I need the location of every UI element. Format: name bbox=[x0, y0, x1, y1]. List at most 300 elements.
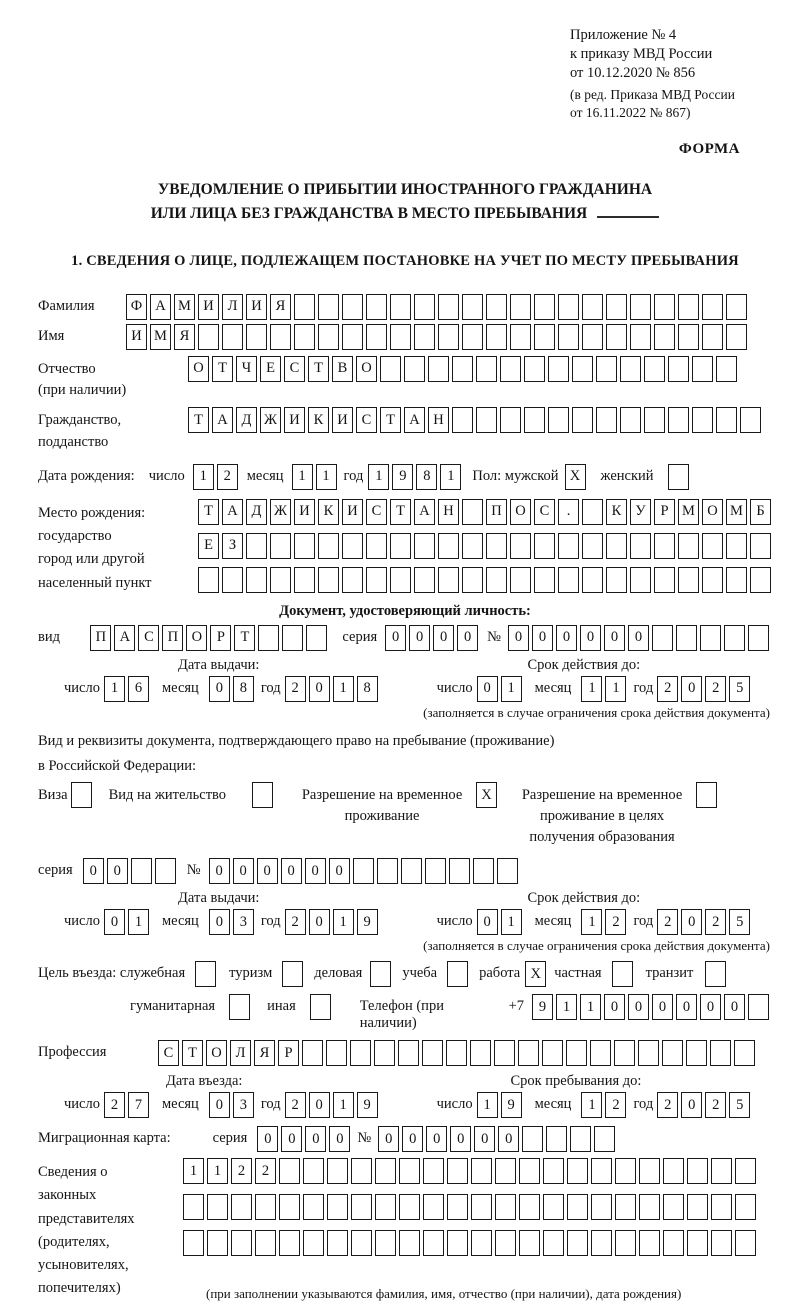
form-cell[interactable] bbox=[462, 499, 483, 525]
form-cell[interactable]: Ж bbox=[260, 407, 281, 433]
form-cell[interactable] bbox=[438, 324, 459, 350]
form-cell[interactable] bbox=[534, 567, 555, 593]
form-cell[interactable]: С bbox=[158, 1040, 179, 1066]
form-cell[interactable] bbox=[470, 1040, 491, 1066]
form-cell[interactable] bbox=[687, 1194, 708, 1220]
form-cell[interactable] bbox=[676, 625, 697, 651]
form-cell[interactable] bbox=[279, 1194, 300, 1220]
form-cell[interactable]: 8 bbox=[357, 676, 378, 702]
form-cell[interactable] bbox=[558, 533, 579, 559]
form-cell[interactable] bbox=[282, 961, 303, 987]
form-cell[interactable]: И bbox=[294, 499, 315, 525]
form-cell[interactable] bbox=[591, 1230, 612, 1256]
form-cell[interactable] bbox=[615, 1230, 636, 1256]
form-cell[interactable]: Л bbox=[230, 1040, 251, 1066]
form-cell[interactable] bbox=[303, 1230, 324, 1256]
form-cell[interactable]: С bbox=[534, 499, 555, 525]
form-cell[interactable] bbox=[566, 1040, 587, 1066]
form-cell[interactable]: 0 bbox=[409, 625, 430, 651]
form-cell[interactable] bbox=[318, 324, 339, 350]
form-cell[interactable] bbox=[518, 1040, 539, 1066]
form-cell[interactable] bbox=[590, 1040, 611, 1066]
form-cell[interactable] bbox=[612, 961, 633, 987]
form-cell[interactable] bbox=[734, 1040, 755, 1066]
form-cell[interactable] bbox=[342, 294, 363, 320]
form-cell[interactable]: 1 bbox=[501, 909, 522, 935]
form-cell[interactable] bbox=[462, 294, 483, 320]
form-cell[interactable] bbox=[534, 294, 555, 320]
form-cell[interactable]: 0 bbox=[681, 909, 702, 935]
form-cell[interactable] bbox=[390, 567, 411, 593]
form-cell[interactable] bbox=[366, 567, 387, 593]
form-cell[interactable] bbox=[524, 356, 545, 382]
form-cell[interactable] bbox=[606, 567, 627, 593]
form-cell[interactable] bbox=[270, 533, 291, 559]
form-cell[interactable] bbox=[495, 1194, 516, 1220]
form-cell[interactable]: 0 bbox=[724, 994, 745, 1020]
form-cell[interactable] bbox=[692, 407, 713, 433]
form-cell[interactable] bbox=[630, 533, 651, 559]
form-cell[interactable]: 2 bbox=[285, 1092, 306, 1118]
form-cell[interactable]: 2 bbox=[217, 464, 238, 490]
form-cell[interactable] bbox=[255, 1194, 276, 1220]
form-cell[interactable]: 9 bbox=[357, 909, 378, 935]
form-cell[interactable] bbox=[207, 1194, 228, 1220]
form-cell[interactable] bbox=[678, 294, 699, 320]
form-cell[interactable]: А bbox=[222, 499, 243, 525]
form-cell[interactable] bbox=[500, 407, 521, 433]
form-cell[interactable] bbox=[258, 625, 279, 651]
form-cell[interactable] bbox=[404, 356, 425, 382]
form-cell[interactable]: 1 bbox=[581, 1092, 602, 1118]
form-cell[interactable]: 1 bbox=[581, 909, 602, 935]
form-cell[interactable] bbox=[638, 1040, 659, 1066]
form-cell[interactable] bbox=[462, 567, 483, 593]
form-cell[interactable] bbox=[615, 1194, 636, 1220]
form-cell[interactable]: 0 bbox=[233, 858, 254, 884]
form-cell[interactable] bbox=[447, 961, 468, 987]
form-cell[interactable] bbox=[447, 1194, 468, 1220]
form-cell[interactable] bbox=[399, 1230, 420, 1256]
form-cell[interactable]: 2 bbox=[605, 909, 626, 935]
form-cell[interactable] bbox=[390, 533, 411, 559]
form-cell[interactable]: И bbox=[126, 324, 147, 350]
form-cell[interactable] bbox=[570, 1126, 591, 1152]
form-cell[interactable] bbox=[524, 407, 545, 433]
form-cell[interactable]: М bbox=[174, 294, 195, 320]
form-cell[interactable] bbox=[350, 1040, 371, 1066]
form-cell[interactable] bbox=[351, 1194, 372, 1220]
form-cell[interactable]: Ж bbox=[270, 499, 291, 525]
form-cell[interactable] bbox=[207, 1230, 228, 1256]
form-cell[interactable] bbox=[711, 1158, 732, 1184]
form-cell[interactable]: Я bbox=[254, 1040, 275, 1066]
form-cell[interactable] bbox=[471, 1158, 492, 1184]
form-cell[interactable]: 0 bbox=[676, 994, 697, 1020]
form-cell[interactable]: У bbox=[630, 499, 651, 525]
form-cell[interactable] bbox=[270, 567, 291, 593]
form-cell[interactable] bbox=[183, 1230, 204, 1256]
form-cell[interactable]: 0 bbox=[532, 625, 553, 651]
form-cell[interactable]: 0 bbox=[257, 858, 278, 884]
form-cell[interactable]: О bbox=[188, 356, 209, 382]
form-cell[interactable] bbox=[519, 1194, 540, 1220]
form-cell[interactable]: X bbox=[476, 782, 497, 808]
form-cell[interactable]: 9 bbox=[357, 1092, 378, 1118]
form-cell[interactable] bbox=[711, 1230, 732, 1256]
form-cell[interactable]: Т bbox=[380, 407, 401, 433]
form-cell[interactable] bbox=[510, 294, 531, 320]
form-cell[interactable] bbox=[375, 1230, 396, 1256]
form-cell[interactable]: Н bbox=[428, 407, 449, 433]
form-cell[interactable] bbox=[71, 782, 92, 808]
form-cell[interactable] bbox=[548, 407, 569, 433]
form-cell[interactable] bbox=[486, 324, 507, 350]
form-cell[interactable] bbox=[702, 567, 723, 593]
form-cell[interactable] bbox=[294, 324, 315, 350]
form-cell[interactable] bbox=[294, 294, 315, 320]
form-cell[interactable] bbox=[246, 567, 267, 593]
form-cell[interactable]: 5 bbox=[729, 909, 750, 935]
form-cell[interactable] bbox=[546, 1126, 567, 1152]
form-cell[interactable]: С bbox=[356, 407, 377, 433]
form-cell[interactable] bbox=[735, 1230, 756, 1256]
form-cell[interactable] bbox=[422, 1040, 443, 1066]
form-cell[interactable] bbox=[462, 324, 483, 350]
form-cell[interactable]: 0 bbox=[309, 676, 330, 702]
form-cell[interactable]: И bbox=[246, 294, 267, 320]
form-cell[interactable]: 1 bbox=[333, 1092, 354, 1118]
form-cell[interactable] bbox=[678, 567, 699, 593]
form-cell[interactable]: П bbox=[90, 625, 111, 651]
form-cell[interactable] bbox=[534, 533, 555, 559]
form-cell[interactable]: Я bbox=[270, 294, 291, 320]
form-cell[interactable] bbox=[423, 1230, 444, 1256]
form-cell[interactable]: О bbox=[356, 356, 377, 382]
form-cell[interactable] bbox=[606, 324, 627, 350]
form-cell[interactable] bbox=[668, 356, 689, 382]
form-cell[interactable] bbox=[748, 994, 769, 1020]
form-cell[interactable]: Т bbox=[212, 356, 233, 382]
form-cell[interactable] bbox=[639, 1194, 660, 1220]
form-cell[interactable] bbox=[452, 407, 473, 433]
form-cell[interactable]: 1 bbox=[501, 676, 522, 702]
form-cell[interactable] bbox=[654, 324, 675, 350]
form-cell[interactable] bbox=[306, 625, 327, 651]
form-cell[interactable] bbox=[380, 356, 401, 382]
form-cell[interactable] bbox=[711, 1194, 732, 1220]
form-cell[interactable]: И bbox=[332, 407, 353, 433]
form-cell[interactable] bbox=[620, 356, 641, 382]
form-cell[interactable]: 0 bbox=[402, 1126, 423, 1152]
form-cell[interactable]: Д bbox=[246, 499, 267, 525]
form-cell[interactable]: 0 bbox=[309, 909, 330, 935]
form-cell[interactable] bbox=[510, 567, 531, 593]
form-cell[interactable] bbox=[652, 625, 673, 651]
form-cell[interactable]: 0 bbox=[83, 858, 104, 884]
form-cell[interactable] bbox=[644, 356, 665, 382]
form-cell[interactable] bbox=[654, 533, 675, 559]
form-cell[interactable]: Т bbox=[390, 499, 411, 525]
form-cell[interactable] bbox=[735, 1194, 756, 1220]
form-cell[interactable] bbox=[438, 533, 459, 559]
form-cell[interactable]: 1 bbox=[605, 676, 626, 702]
form-cell[interactable] bbox=[519, 1158, 540, 1184]
form-cell[interactable]: Ф bbox=[126, 294, 147, 320]
form-cell[interactable]: 3 bbox=[233, 1092, 254, 1118]
form-cell[interactable] bbox=[414, 324, 435, 350]
form-cell[interactable] bbox=[686, 1040, 707, 1066]
form-cell[interactable] bbox=[663, 1194, 684, 1220]
form-cell[interactable]: 2 bbox=[705, 909, 726, 935]
form-cell[interactable] bbox=[558, 324, 579, 350]
form-cell[interactable]: П bbox=[162, 625, 183, 651]
form-cell[interactable] bbox=[246, 324, 267, 350]
form-cell[interactable] bbox=[543, 1230, 564, 1256]
form-cell[interactable] bbox=[449, 858, 470, 884]
form-cell[interactable] bbox=[522, 1126, 543, 1152]
form-cell[interactable]: 1 bbox=[183, 1158, 204, 1184]
form-cell[interactable] bbox=[447, 1158, 468, 1184]
form-cell[interactable] bbox=[183, 1194, 204, 1220]
form-cell[interactable]: X bbox=[565, 464, 586, 490]
form-cell[interactable] bbox=[476, 407, 497, 433]
form-cell[interactable] bbox=[155, 858, 176, 884]
form-cell[interactable]: Д bbox=[236, 407, 257, 433]
form-cell[interactable] bbox=[687, 1230, 708, 1256]
form-cell[interactable]: А bbox=[114, 625, 135, 651]
form-cell[interactable]: Н bbox=[438, 499, 459, 525]
form-cell[interactable] bbox=[318, 294, 339, 320]
form-cell[interactable]: 2 bbox=[285, 676, 306, 702]
form-cell[interactable] bbox=[370, 961, 391, 987]
form-cell[interactable]: 0 bbox=[580, 625, 601, 651]
form-cell[interactable] bbox=[318, 533, 339, 559]
form-cell[interactable] bbox=[452, 356, 473, 382]
form-cell[interactable]: 1 bbox=[440, 464, 461, 490]
form-cell[interactable]: 0 bbox=[309, 1092, 330, 1118]
form-cell[interactable] bbox=[654, 294, 675, 320]
form-cell[interactable]: 0 bbox=[450, 1126, 471, 1152]
form-cell[interactable] bbox=[591, 1158, 612, 1184]
form-cell[interactable] bbox=[446, 1040, 467, 1066]
form-cell[interactable]: И bbox=[198, 294, 219, 320]
form-cell[interactable]: 0 bbox=[104, 909, 125, 935]
form-cell[interactable]: Я bbox=[174, 324, 195, 350]
form-cell[interactable] bbox=[702, 294, 723, 320]
form-cell[interactable] bbox=[447, 1230, 468, 1256]
form-cell[interactable]: К bbox=[318, 499, 339, 525]
form-cell[interactable] bbox=[438, 294, 459, 320]
form-cell[interactable] bbox=[342, 567, 363, 593]
form-cell[interactable] bbox=[567, 1230, 588, 1256]
form-cell[interactable] bbox=[473, 858, 494, 884]
form-cell[interactable] bbox=[303, 1194, 324, 1220]
form-cell[interactable] bbox=[231, 1230, 252, 1256]
form-cell[interactable] bbox=[724, 625, 745, 651]
form-cell[interactable] bbox=[486, 294, 507, 320]
form-cell[interactable] bbox=[366, 324, 387, 350]
form-cell[interactable]: К bbox=[308, 407, 329, 433]
form-cell[interactable]: М bbox=[726, 499, 747, 525]
form-cell[interactable]: 2 bbox=[657, 909, 678, 935]
form-cell[interactable] bbox=[246, 533, 267, 559]
form-cell[interactable]: Р bbox=[210, 625, 231, 651]
form-cell[interactable] bbox=[198, 567, 219, 593]
form-cell[interactable] bbox=[294, 567, 315, 593]
form-cell[interactable]: 0 bbox=[281, 858, 302, 884]
form-cell[interactable] bbox=[353, 858, 374, 884]
form-cell[interactable]: 1 bbox=[316, 464, 337, 490]
form-cell[interactable]: 0 bbox=[378, 1126, 399, 1152]
form-cell[interactable] bbox=[414, 294, 435, 320]
form-cell[interactable] bbox=[591, 1194, 612, 1220]
form-cell[interactable]: 0 bbox=[556, 625, 577, 651]
form-cell[interactable] bbox=[282, 625, 303, 651]
form-cell[interactable] bbox=[428, 356, 449, 382]
form-cell[interactable] bbox=[615, 1158, 636, 1184]
form-cell[interactable] bbox=[567, 1158, 588, 1184]
form-cell[interactable] bbox=[500, 356, 521, 382]
form-cell[interactable] bbox=[222, 567, 243, 593]
form-cell[interactable] bbox=[702, 324, 723, 350]
form-cell[interactable]: 0 bbox=[305, 858, 326, 884]
form-cell[interactable]: 0 bbox=[305, 1126, 326, 1152]
form-cell[interactable] bbox=[222, 324, 243, 350]
form-cell[interactable] bbox=[229, 994, 250, 1020]
form-cell[interactable] bbox=[390, 294, 411, 320]
form-cell[interactable]: 1 bbox=[581, 676, 602, 702]
form-cell[interactable] bbox=[639, 1158, 660, 1184]
form-cell[interactable]: 0 bbox=[107, 858, 128, 884]
form-cell[interactable] bbox=[705, 961, 726, 987]
form-cell[interactable]: С bbox=[138, 625, 159, 651]
form-cell[interactable]: 0 bbox=[329, 1126, 350, 1152]
form-cell[interactable] bbox=[534, 324, 555, 350]
form-cell[interactable] bbox=[702, 533, 723, 559]
form-cell[interactable] bbox=[279, 1158, 300, 1184]
form-cell[interactable] bbox=[366, 533, 387, 559]
form-cell[interactable] bbox=[425, 858, 446, 884]
form-cell[interactable] bbox=[302, 1040, 323, 1066]
form-cell[interactable]: 1 bbox=[333, 909, 354, 935]
form-cell[interactable] bbox=[131, 858, 152, 884]
form-cell[interactable]: 8 bbox=[233, 676, 254, 702]
form-cell[interactable]: 8 bbox=[416, 464, 437, 490]
form-cell[interactable] bbox=[471, 1230, 492, 1256]
form-cell[interactable] bbox=[401, 858, 422, 884]
form-cell[interactable]: 0 bbox=[628, 994, 649, 1020]
form-cell[interactable] bbox=[462, 533, 483, 559]
form-cell[interactable]: 0 bbox=[209, 858, 230, 884]
form-cell[interactable] bbox=[543, 1194, 564, 1220]
form-cell[interactable] bbox=[198, 324, 219, 350]
form-cell[interactable]: 1 bbox=[333, 676, 354, 702]
form-cell[interactable]: 2 bbox=[285, 909, 306, 935]
form-cell[interactable] bbox=[558, 567, 579, 593]
form-cell[interactable]: И bbox=[284, 407, 305, 433]
form-cell[interactable] bbox=[678, 324, 699, 350]
form-cell[interactable] bbox=[510, 533, 531, 559]
form-cell[interactable]: 0 bbox=[209, 909, 230, 935]
form-cell[interactable]: . bbox=[558, 499, 579, 525]
form-cell[interactable] bbox=[486, 567, 507, 593]
form-cell[interactable]: 6 bbox=[128, 676, 149, 702]
form-cell[interactable] bbox=[495, 1158, 516, 1184]
form-cell[interactable] bbox=[390, 324, 411, 350]
form-cell[interactable]: 0 bbox=[385, 625, 406, 651]
form-cell[interactable] bbox=[399, 1158, 420, 1184]
form-cell[interactable] bbox=[596, 407, 617, 433]
form-cell[interactable]: О bbox=[186, 625, 207, 651]
form-cell[interactable] bbox=[318, 567, 339, 593]
form-cell[interactable]: Б bbox=[750, 499, 771, 525]
form-cell[interactable]: 0 bbox=[209, 1092, 230, 1118]
form-cell[interactable]: 1 bbox=[580, 994, 601, 1020]
form-cell[interactable] bbox=[351, 1230, 372, 1256]
form-cell[interactable] bbox=[375, 1158, 396, 1184]
form-cell[interactable] bbox=[423, 1158, 444, 1184]
form-cell[interactable]: 0 bbox=[257, 1126, 278, 1152]
form-cell[interactable]: 2 bbox=[705, 676, 726, 702]
form-cell[interactable] bbox=[303, 1158, 324, 1184]
form-cell[interactable] bbox=[678, 533, 699, 559]
form-cell[interactable]: К bbox=[606, 499, 627, 525]
form-cell[interactable] bbox=[716, 356, 737, 382]
form-cell[interactable]: Т bbox=[234, 625, 255, 651]
form-cell[interactable]: М bbox=[678, 499, 699, 525]
form-cell[interactable]: 0 bbox=[681, 676, 702, 702]
form-cell[interactable] bbox=[497, 858, 518, 884]
form-cell[interactable]: 0 bbox=[604, 625, 625, 651]
form-cell[interactable]: 2 bbox=[657, 1092, 678, 1118]
form-cell[interactable] bbox=[696, 782, 717, 808]
form-cell[interactable] bbox=[582, 567, 603, 593]
form-cell[interactable]: 0 bbox=[604, 994, 625, 1020]
form-cell[interactable]: 0 bbox=[498, 1126, 519, 1152]
form-cell[interactable]: 0 bbox=[209, 676, 230, 702]
form-cell[interactable] bbox=[377, 858, 398, 884]
form-cell[interactable]: Е bbox=[260, 356, 281, 382]
form-cell[interactable]: 1 bbox=[477, 1092, 498, 1118]
form-cell[interactable] bbox=[548, 356, 569, 382]
form-cell[interactable]: 1 bbox=[104, 676, 125, 702]
form-cell[interactable] bbox=[726, 533, 747, 559]
form-cell[interactable] bbox=[582, 324, 603, 350]
form-cell[interactable] bbox=[414, 567, 435, 593]
form-cell[interactable] bbox=[606, 294, 627, 320]
form-cell[interactable]: 1 bbox=[368, 464, 389, 490]
form-cell[interactable]: А bbox=[414, 499, 435, 525]
form-cell[interactable]: О bbox=[510, 499, 531, 525]
form-cell[interactable]: 0 bbox=[457, 625, 478, 651]
form-cell[interactable] bbox=[663, 1158, 684, 1184]
form-cell[interactable]: З bbox=[222, 533, 243, 559]
form-cell[interactable] bbox=[567, 1194, 588, 1220]
form-cell[interactable] bbox=[582, 533, 603, 559]
form-cell[interactable] bbox=[630, 324, 651, 350]
form-cell[interactable] bbox=[687, 1158, 708, 1184]
form-cell[interactable] bbox=[326, 1040, 347, 1066]
form-cell[interactable] bbox=[423, 1194, 444, 1220]
form-cell[interactable] bbox=[668, 407, 689, 433]
form-cell[interactable]: В bbox=[332, 356, 353, 382]
form-cell[interactable] bbox=[620, 407, 641, 433]
form-cell[interactable]: 3 bbox=[233, 909, 254, 935]
form-cell[interactable] bbox=[310, 994, 331, 1020]
form-cell[interactable] bbox=[486, 533, 507, 559]
form-cell[interactable]: 0 bbox=[433, 625, 454, 651]
